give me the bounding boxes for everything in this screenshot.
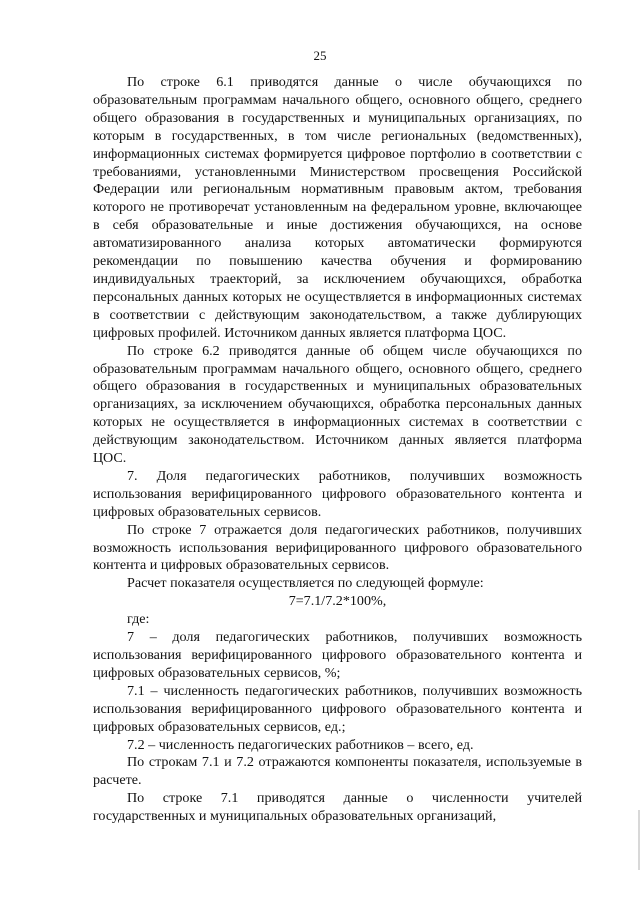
definition-7-2: 7.2 – численность педагогических работников – всего, ед. <box>127 736 474 753</box>
formula-intro: Расчет показателя осуществляется по следующей формуле: <box>127 575 484 592</box>
where-label: где: <box>127 611 150 628</box>
paragraph-line-7-1: По строке 7.1 приводятся данные о численности учителей государственных и муниципальных образовательных организаций, <box>93 790 582 825</box>
paragraph-lines-7-1-7-2: По строкам 7.1 и 7.2 отражаются компоненты показателя, используемые в расчете. <box>93 754 582 789</box>
definition-7-1: 7.1 – численность педагогических работников, получивших возможность использования верифицированного цифрового образовательного контента и цифровых образовательных сервисов, ед.; <box>93 682 582 735</box>
paragraph-line-6-2: По строке 6.2 приводятся данные об общем числе обучающихся по образовательным программам начального общего, основного общего, среднего общего образования в государственных и муниципальных образовательных организациях, за исключением обучающихся, обработка персональных данных которых не осуществляется в информационных системах в соответствии с действующим законодательством. Источником данных является платформа ЦОС. <box>93 342 582 467</box>
paragraph-line-7: По строке 7 отражается доля педагогических работников, получивших возможность использования верифицированного цифрового образовательного контента и цифровых образовательных сервисов. <box>93 521 582 574</box>
section-heading-7: 7. Доля педагогических работников, получивших возможность использования верифицированного цифрового образовательного контента и цифровых образовательных сервисов. <box>93 467 582 520</box>
definition-7: 7 – доля педагогических работников, получивших возможность использования верифицированного цифрового образовательного контента и цифровых образовательных сервисов, %; <box>93 629 582 681</box>
page-number: 25 <box>313 48 327 63</box>
paragraph-line-6-1: По строке 6.1 приводятся данные о числе обучающихся по образовательным программам начального общего, основного общего, среднего общего образования в государственных и муниципальных организациях, по которым в государственных, в том числе региональных (ведомственных), информационных системах формируется цифровое портфолио в соответствии с требованиями, установленными Министерством просвещения Российской Федерации или региональным нормативным правовым актом, требования которого не противоречат установленным на федеральном уровне, включающее в себя образовательные и иные достижения обучающихся, на основе автоматизированного анализа которых автоматически формируются рекомендации по повышению качества обучения и формированию индивидуальных траекторий, за исключением обучающихся, обработка персональных данных которых не осуществляется в информационных системах в соответствии с действующим законодательством, а также дублирующих цифровых профилей. Источником данных является платформа ЦОС. <box>93 74 582 341</box>
formula: 7=7.1/7.2*100%, <box>288 593 387 610</box>
document-body <box>93 74 582 826</box>
